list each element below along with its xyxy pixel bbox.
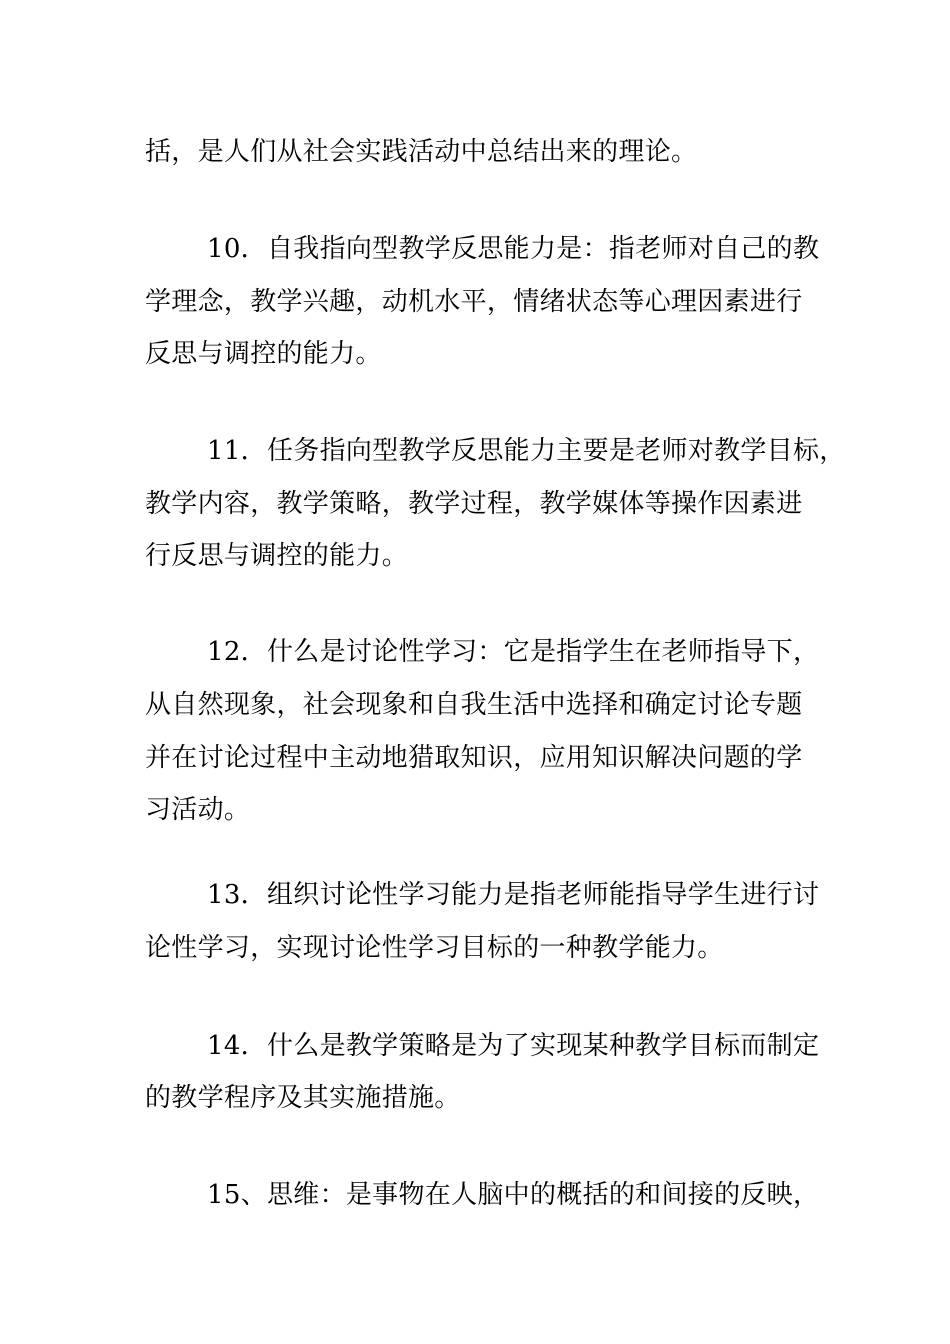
paragraph-12-line-3: 并在讨论过程中主动地猎取知识，应用知识解决问题的学	[145, 743, 803, 773]
paragraph-12-line-4: 习活动。	[145, 795, 251, 825]
paragraph-13-line-1: 13．组织讨论性学习能力是指老师能指导学生进行讨	[207, 880, 820, 910]
paragraph-15-line-1: 15、思维：是事物在人脑中的概括的和间接的反映，	[207, 1180, 820, 1210]
paragraph-12-line-2: 从自然现象，社会现象和自我生活中选择和确定讨论专题	[145, 690, 803, 720]
paragraph-14-line-2: 的教学程序及其实施措施。	[145, 1083, 461, 1113]
paragraph-10-line-3: 反思与调控的能力。	[145, 339, 382, 369]
paragraph-12-line-1: 12．什么是讨论性学习：它是指学生在老师指导下，	[207, 637, 820, 667]
paragraph-11-line-1: 11．任务指向型教学反思能力主要是老师对教学目标，	[207, 436, 846, 466]
paragraph-13-line-2: 论性学习，实现讨论性学习目标的一种教学能力。	[145, 933, 724, 963]
paragraph-10-line-2: 学理念，教学兴趣，动机水平，情绪状态等心理因素进行	[145, 287, 803, 317]
paragraph-10-line-1: 10．自我指向型教学反思能力是：指老师对自己的教	[207, 234, 820, 264]
paragraph-11-line-2: 教学内容，教学策略，教学过程，教学媒体等操作因素进	[145, 489, 803, 519]
paragraph-14-line-1: 14．什么是教学策略是为了实现某种教学目标而制定	[207, 1031, 820, 1061]
text-line: 括，是人们从社会实践活动中总结出来的理论。	[145, 137, 698, 167]
paragraph-11-line-3: 行反思与调控的能力。	[145, 541, 409, 571]
